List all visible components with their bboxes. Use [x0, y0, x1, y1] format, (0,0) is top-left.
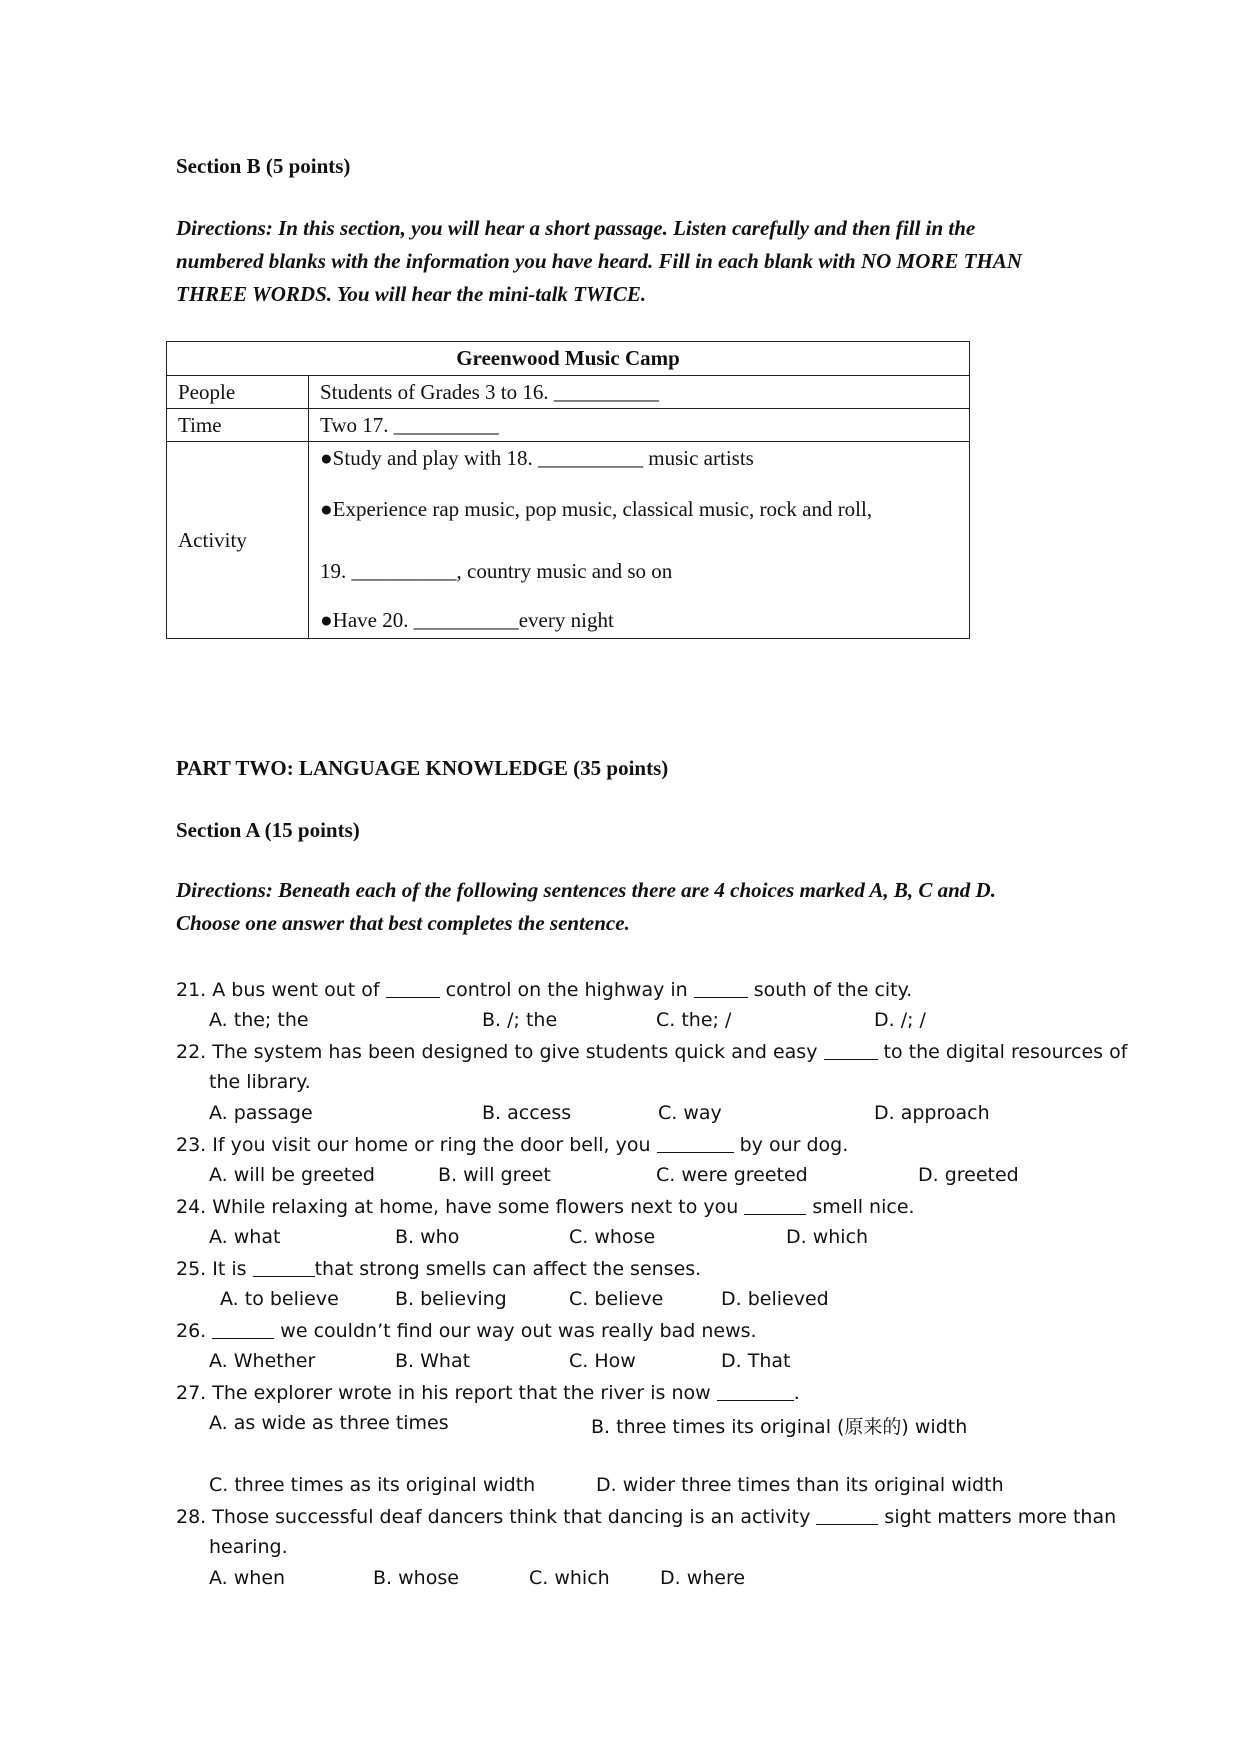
activity-cell [309, 442, 970, 639]
choice-a: A. passage [209, 1102, 313, 1124]
stem-text: 24. While relaxing at home, have some flowers next to you [176, 1196, 745, 1218]
choice-c: C. whose [569, 1226, 656, 1248]
choice-a: A. as wide as three times [209, 1412, 449, 1434]
section-b-heading: Section B (5 points) [176, 154, 351, 178]
activity-line: 19. __________, country music and so on [320, 559, 673, 583]
choice-d: D. /; / [874, 1009, 926, 1031]
stem-text: by our dog. [733, 1134, 849, 1156]
stem-text: 28. Those successful deaf dancers think that dancing is an activity [176, 1506, 817, 1528]
question-26 [176, 1319, 757, 1342]
question-21 [176, 978, 912, 1001]
directions-line: numbered blanks with the information you have heard. Fill in each blank with NO MORE THAN [176, 249, 1022, 273]
stem-text: 26. [176, 1320, 213, 1342]
choice-c: C. which [529, 1567, 610, 1589]
part-two-heading: PART TWO: LANGUAGE KNOWLEDGE (35 points) [176, 756, 669, 780]
choice-d: D. greeted [918, 1164, 1019, 1186]
choice-c: C. believe [569, 1288, 664, 1310]
people-value: Students of Grades 3 to 16. __________ [309, 376, 970, 409]
choice-b: B. What [395, 1350, 471, 1372]
choice-c: C. were greeted [656, 1164, 808, 1186]
choice-b: B. will greet [438, 1164, 551, 1186]
stem-text: 22. The system has been designed to give students quick and easy [176, 1041, 824, 1063]
choice-a: A. when [209, 1567, 286, 1589]
question-28 [176, 1505, 1116, 1528]
directions-line: Directions: In this section, you will hear a short passage. Listen carefully and then fill in the [176, 216, 976, 240]
question-27 [176, 1381, 800, 1404]
section-a-heading: Section A (15 points) [176, 818, 360, 842]
section-b-directions [176, 212, 1022, 311]
stem-text: 25. It is [176, 1258, 253, 1280]
choice-a: A. what [209, 1226, 281, 1248]
choice-b: B. believing [395, 1288, 507, 1310]
activity-line: ●Study and play with 18. __________ music artists [320, 446, 754, 470]
stem-text: we couldn’t find our way out was really bad news. [274, 1320, 757, 1342]
directions-line: Choose one answer that best completes the sentence. [176, 911, 630, 935]
time-label: Time [167, 409, 309, 442]
choice-a: A. Whether [209, 1350, 316, 1372]
choice-d: D. believed [721, 1288, 829, 1310]
stem-text: . [793, 1382, 800, 1404]
activity-line: ●Experience rap music, pop music, classical music, rock and roll, [320, 497, 873, 521]
stem-text: smell nice. [806, 1196, 915, 1218]
time-value: Two 17. __________ [309, 409, 970, 442]
choice-b: B. whose [373, 1567, 459, 1589]
activity-line: ●Have 20. __________every night [320, 608, 614, 632]
choice-d: D. which [786, 1226, 869, 1248]
choice-b: B. /; the [482, 1009, 558, 1031]
choice-b: B. three times its original (原来的) width [591, 1416, 968, 1438]
stem-text: to the digital resources of [877, 1041, 1128, 1063]
choice-c: C. How [569, 1350, 636, 1372]
choice-c: C. three times as its original width [209, 1474, 536, 1496]
answer-blank [717, 1381, 794, 1401]
answer-blank [657, 1133, 734, 1153]
choice-d: D. That [721, 1350, 791, 1372]
choice-d: D. wider three times than its original width [596, 1474, 1004, 1496]
answer-blank [253, 1257, 315, 1277]
choice-b: B. who [395, 1226, 460, 1248]
stem-text: that strong smells can affect the senses. [314, 1258, 702, 1280]
answer-blank [824, 1040, 878, 1060]
choice-d: D. approach [874, 1102, 990, 1124]
directions-line: Directions: Beneath each of the following sentences there are 4 choices marked A, B, C and D. [176, 878, 996, 902]
stem-text: south of the city. [747, 979, 913, 1001]
choice-c: C. way [658, 1102, 722, 1124]
stem-text: 23. If you visit our home or ring the door bell, you [176, 1134, 657, 1156]
answer-blank [744, 1195, 806, 1215]
answer-blank [694, 978, 748, 998]
directions-line: THREE WORDS. You will hear the mini-talk TWICE. [176, 282, 647, 306]
choice-a: A. the; the [209, 1009, 309, 1031]
stem-text: 27. The explorer wrote in his report that the river is now [176, 1382, 717, 1404]
stem-text: control on the highway in [439, 979, 694, 1001]
answer-blank [212, 1319, 274, 1339]
question-22 [176, 1040, 1127, 1063]
choice-d: D. where [660, 1567, 746, 1589]
question-24 [176, 1195, 915, 1218]
answer-blank [386, 978, 440, 998]
question-25 [176, 1257, 701, 1280]
section-a-directions [176, 874, 996, 940]
question-23 [176, 1133, 848, 1156]
stem-text: sight matters more than [878, 1506, 1117, 1528]
choice-a: A. will be greeted [209, 1164, 375, 1186]
choice-a: A. to believe [220, 1288, 339, 1310]
table-title: Greenwood Music Camp [167, 342, 970, 376]
choice-b: B. access [482, 1102, 572, 1124]
stem-text: 21. A bus went out of [176, 979, 386, 1001]
answer-blank [816, 1505, 878, 1525]
activity-label: Activity [167, 442, 309, 639]
music-camp-table [166, 341, 970, 639]
choice-c: C. the; / [656, 1009, 732, 1031]
people-label: People [167, 376, 309, 409]
question-22-continued: the library. [209, 1071, 311, 1093]
question-28-continued: hearing. [209, 1536, 288, 1558]
